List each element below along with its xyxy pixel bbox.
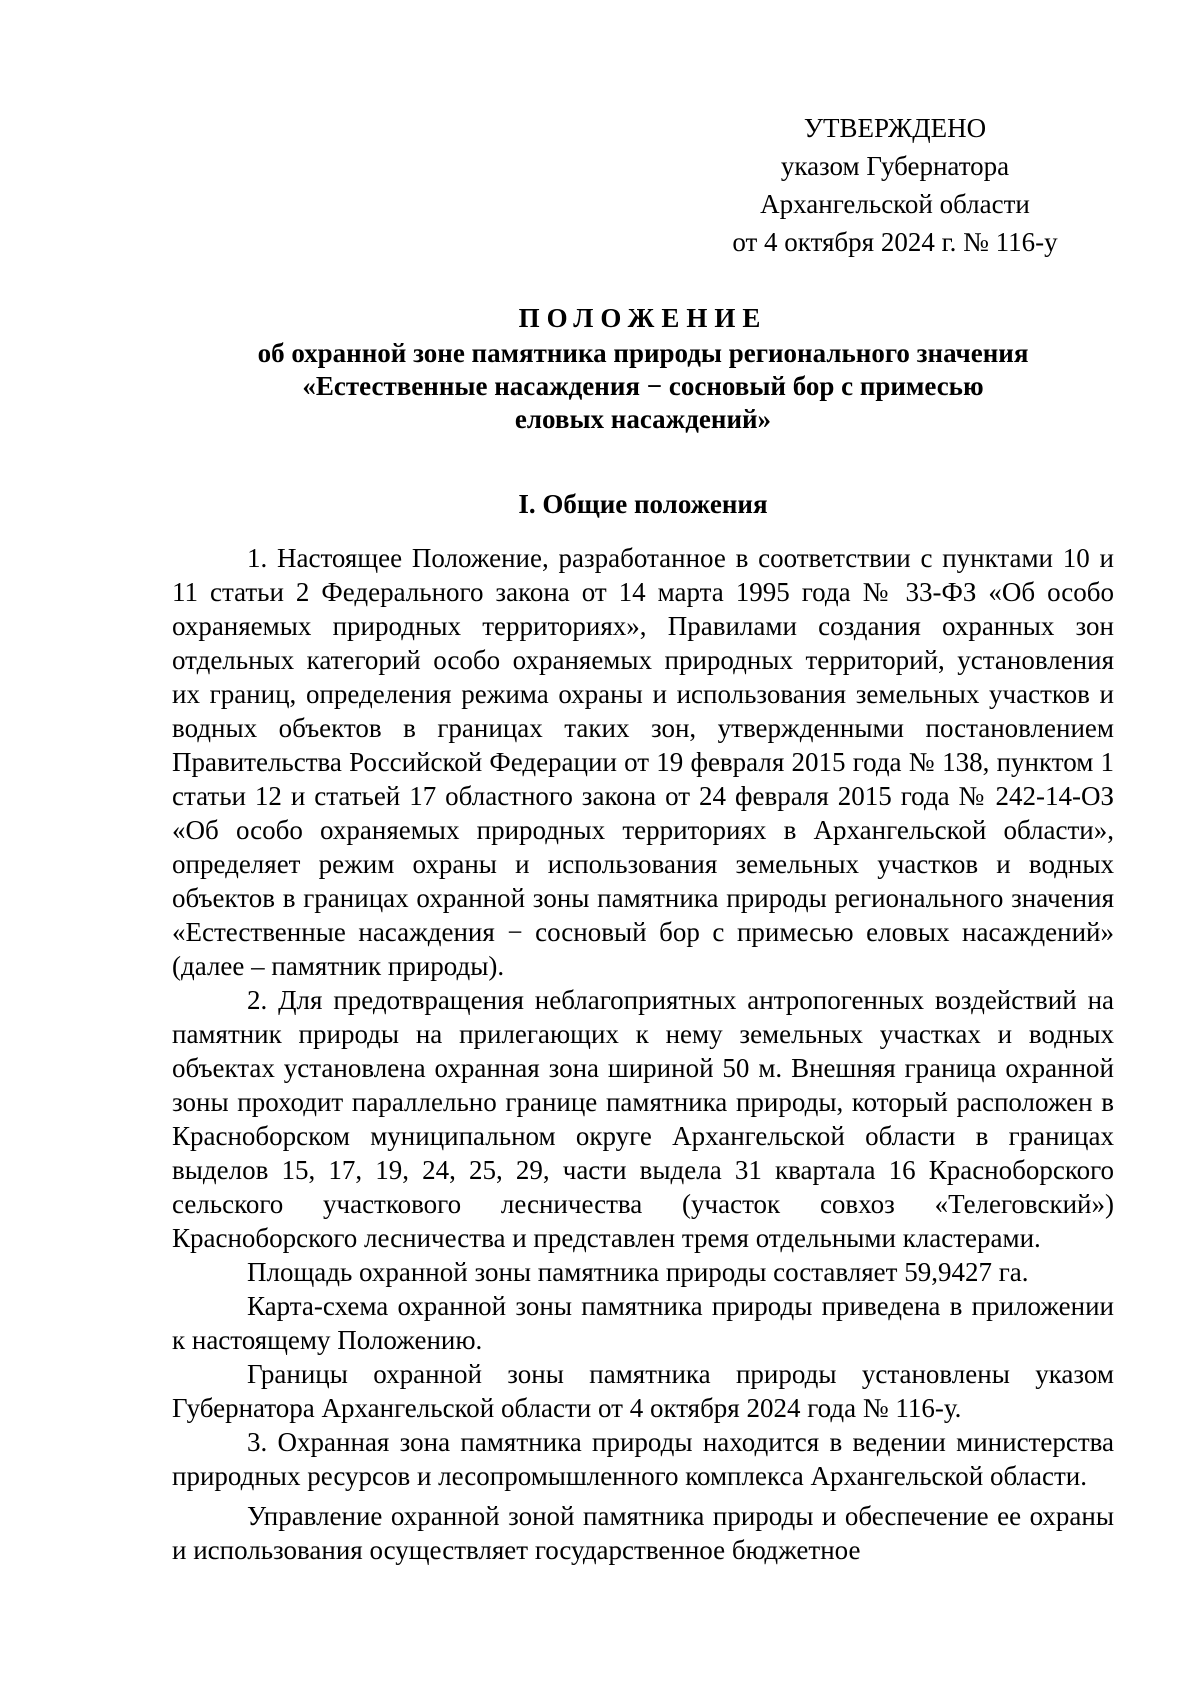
- paragraph-3: 3. Охранная зона памятника природы находится в ведении министерства природных ресурсов и лесопромышленного комплекса Архангельской области.: [172, 1427, 1114, 1491]
- approval-heading: УТВЕРЖДЕНО: [803, 113, 987, 143]
- paragraph-management: Управление охранной зоной памятника природы и обеспечение ее охраны и использования осуществляет государственное бюджетное: [172, 1501, 1114, 1565]
- paragraph-area: Площадь охранной зоны памятника природы составляет 59,9427 га.: [247, 1257, 1029, 1287]
- approval-date: от 4 октября 2024 г. № 116-у: [732, 227, 1058, 257]
- approval-stamp: [720, 109, 1070, 261]
- document-body: [172, 541, 1114, 1567]
- document-subtitle-line-3: еловых насаждений»: [514, 404, 772, 434]
- document-title: ПОЛОЖЕНИЕ: [518, 303, 768, 333]
- approval-authority: указом Губернатора: [780, 151, 1010, 181]
- document-subtitle-line-2: «Естественные насаждения − сосновый бор с примесью: [302, 371, 984, 401]
- paragraph-borders: Границы охранной зоны памятника природы установлены указом Губернатора Архангельской области от 4 октября 2024 года № 116-у.: [172, 1359, 1114, 1423]
- approval-region: Архангельской области: [760, 189, 1030, 219]
- document-subtitle-line-1: об охранной зоне памятника природы регионального значения: [257, 338, 1029, 368]
- paragraph-map: Карта-схема охранной зоны памятника природы приведена в приложении к настоящему Положению.: [172, 1291, 1114, 1355]
- paragraph-1: 1. Настоящее Положение, разработанное в соответствии с пунктами 10 и 11 статьи 2 Федерального закона от 14 марта 1995 года № 33-ФЗ «Об особо охраняемых природных территориях», Правилами создания охранных зон отдельных категорий особо охраняемых природных территорий, установления их границ, определения режима охраны и использования земельных участков и водных объектов в границах таких зон, утвержденными постановлением Правительства Российской Федерации от 19 февраля 2015 года № 138, пунктом 1 статьи 12 и статьей 17 областного закона от 24 февраля 2015 года № 242-14-ОЗ «Об особо охраняемых природных территориях в Архангельской области», определяет режим охраны и использования земельных участков и водных объектов в границах охранной зоны памятника природы регионального значения «Естественные насаждения − сосновый бор с примесью еловых насаждений» (далее – памятник природы).: [172, 543, 1114, 981]
- section-heading: I. Общие положения: [518, 489, 768, 519]
- document-title-block: [172, 302, 1114, 436]
- paragraph-2: 2. Для предотвращения неблагоприятных антропогенных воздействий на памятник природы на прилегающих к нему земельных участках и водных объектах установлена охранная зона шириной 50 м. Внешняя граница охранной зоны проходит параллельно границе памятника природы, который расположен в Красноборском муниципальном округе Архангельской области в границах выделов 15, 17, 19, 24, 25, 29, части выдела 31 квартала 16 Красноборского сельского участкового лесничества (участок совхоз «Телеговский») Красноборского лесничества и представлен тремя отдельными кластерами.: [172, 985, 1114, 1253]
